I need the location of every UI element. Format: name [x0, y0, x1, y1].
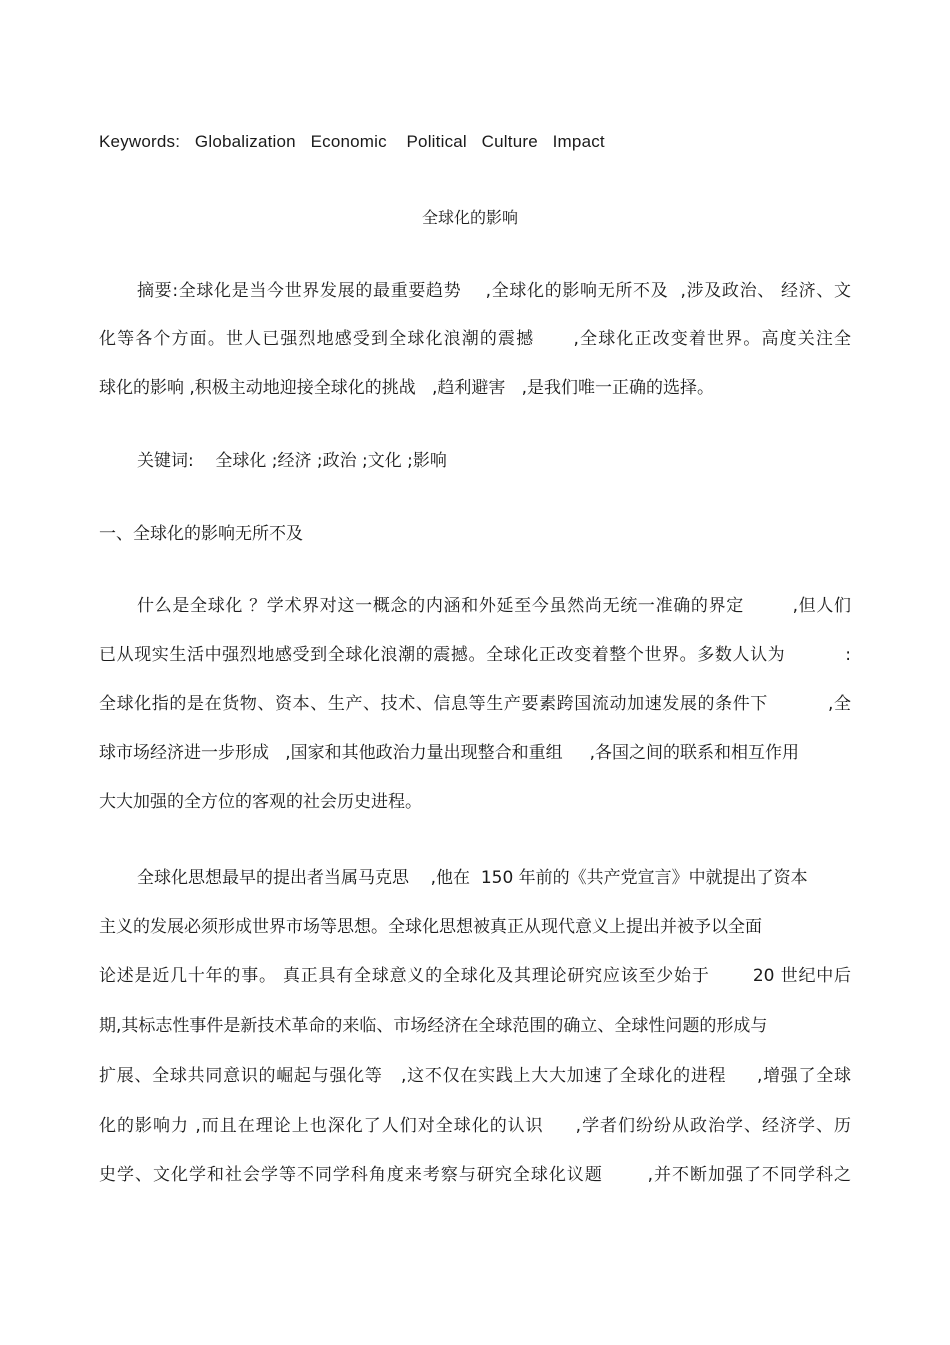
paragraph-line: 化的影响力 ,而且在理论上也深化了人们对全球化的认识 ,学者们纷纷从政治学、经济学、历: [99, 1116, 851, 1136]
article-title: 全球化的影响: [421, 208, 518, 227]
paragraph-line: 大大加强的全方位的客观的社会历史进程。: [99, 792, 422, 812]
paragraph-line: 全球化指的是在货物、资本、生产、技术、信息等生产要素跨国流动加速发展的条件下 ,全: [99, 694, 851, 714]
paragraph-line: 期,其标志性事件是新技术革命的来临、市场经济在全球范围的确立、全球性问题的形成与: [99, 1016, 768, 1036]
paragraph-line: 主义的发展必须形成世界市场等思想。全球化思想被真正从现代意义上提出并被予以全面: [99, 917, 762, 937]
abstract-line: 化等各个方面。世人已强烈地感受到全球化浪潮的震撼 ,全球化正改变着世界。高度关注全: [99, 329, 851, 349]
abstract-line: 球化的影响 ,积极主动地迎接全球化的挑战 ,趋利避害 ,是我们唯一正确的选择。: [99, 378, 715, 398]
paragraph-line: 球市场经济进一步形成 ,国家和其他政治力量出现整合和重组 ,各国之间的联系和相互作用: [99, 743, 800, 763]
english-keywords: Keywords: Globalization Economic Political Culture Impact: [99, 132, 605, 151]
paragraph-line: 已从现实生活中强烈地感受到全球化浪潮的震撼。全球化正改变着整个世界。多数人认为 :: [99, 645, 851, 665]
paragraph-line: 论述是近几十年的事。 真正具有全球意义的全球化及其理论研究应该至少始于 20 世纪中后: [99, 966, 851, 986]
paragraph-line: 史学、文化学和社会学等不同学科角度来考察与研究全球化议题 ,并不断加强了不同学科之: [99, 1165, 851, 1185]
chinese-keywords: 关键词: 全球化 ;经济 ;政治 ;文化 ;影响: [137, 451, 447, 471]
abstract-line: 摘要:全球化是当今世界发展的最重要趋势 ,全球化的影响无所不及 ,涉及政治、 经济、文: [137, 281, 851, 301]
paragraph-line: 什么是全球化 ？学术界对这一概念的内涵和外延至今虽然尚无统一准确的界定 ,但人们: [137, 596, 851, 616]
paragraph-line: 全球化思想最早的提出者当属马克思 ,他在 150 年前的《共产党宣言》中就提出了资本: [137, 868, 808, 888]
paragraph-line: 扩展、全球共同意识的崛起与强化等 ,这不仅在实践上大大加速了全球化的进程 ,增强了全球: [99, 1066, 851, 1086]
section-heading: 一、全球化的影响无所不及: [99, 524, 303, 544]
